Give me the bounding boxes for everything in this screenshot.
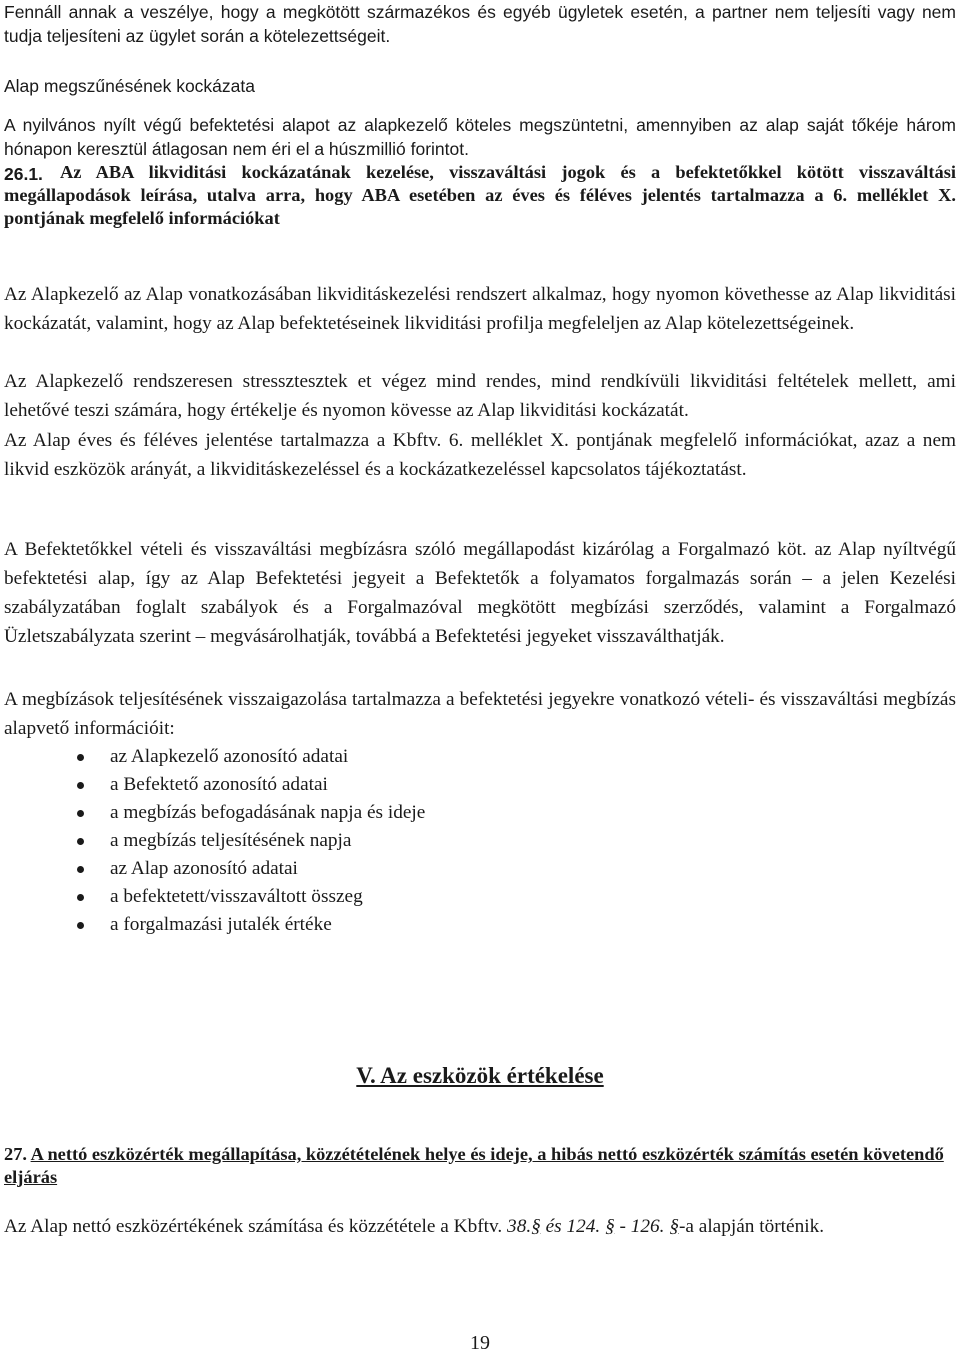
section-27-heading — [4, 1143, 956, 1189]
distribution-agreement-paragraph: A Befektetőkkel vételi és visszaváltási megbízásra szóló megállapodást kizárólag a Forgalmazó köt. az Alap nyíltvégű befektetési alap, így az Alap Befektetési jegyeit a Befektetők a folyamatos forgalmazás során – a jelen Kezelési szabályzatában foglalt szabályok és a Forgalmazóval megkötött megbízási szerződés, valamint a Forgalmazó Üzletszabályzata szerint – megvásárolhatják, továbbá a Befektetési jegyeket visszaválthatják. — [4, 539, 956, 647]
report-content-paragraph: Az Alap éves és féléves jelentése tartalmazza a Kbftv. 6. melléklet X. pontjának megfelelő információkat, azaz a nem likvid eszközök arányát, a likviditáskezeléssel és a kockázatkezeléssel kapcsolatos tájékoztatást. — [4, 430, 956, 480]
section-symbol: § — [605, 1216, 615, 1237]
list-item: a Befektető azonosító adatai — [4, 771, 956, 799]
stress-test-paragraph: Az Alapkezelő rendszeresen stressztesztek et végez mind rendes, mind rendkívüli likviditási feltételek mellett, ami lehetővé teszi számára, hogy értékelje és nyomon kövesse az Alap likviditási kockázatát. — [4, 371, 956, 421]
section-symbol: § — [531, 1216, 541, 1237]
section-27-number: 27. — [4, 1144, 27, 1164]
nav-calculation-paragraph: Az Alap nettó eszközértékének számítása és közzététele a Kbftv. 38.§ és 124. § - 126. §-a alapján történik. — [4, 1216, 825, 1237]
section-27-title: A nettó eszközérték megállapítása, közzétételének helye és ideje, a hibás nettó eszközérték számítás esetén követendő eljárás — [4, 1144, 944, 1187]
bullet-icon — [77, 922, 84, 929]
bullet-icon — [77, 782, 84, 789]
section-symbol: § — [669, 1216, 679, 1237]
list-item: a megbízás teljesítésének napja — [4, 827, 956, 855]
section-26-1-number: 26.1. — [4, 164, 43, 184]
bullet-icon — [77, 754, 84, 761]
bullet-icon — [77, 894, 84, 901]
bullet-icon — [77, 866, 84, 873]
fund-termination-paragraph: A nyilvános nyílt végű befektetési alapot az alapkezelő köteles megszüntetni, amennyiben az alap saját tőkéje három hónapon keresztül átlagosan nem éri el a húszmillió forintot. — [4, 115, 956, 159]
section-v-title: V. Az eszközök értékelése — [356, 1063, 604, 1088]
confirmation-info-list — [4, 743, 956, 939]
list-item: a befektetett/visszaváltott összeg — [4, 883, 956, 911]
counterparty-risk-paragraph: Fennáll annak a veszélye, hogy a megkötött származékos és egyéb ügyletek esetén, a partner nem teljesíti vagy nem tudja teljesíteni az ügylet során a kötelezettségeit. — [4, 2, 956, 46]
fund-termination-heading: Alap megszűnésének kockázata — [4, 76, 255, 96]
bullet-icon — [77, 810, 84, 817]
list-item: a forgalmazási jutalék értéke — [4, 911, 956, 939]
section-26-1-title: Az ABA likviditási kockázatának kezelése, visszaváltási jogok és a befektetőkkel kötött visszaváltási megállapodások leírása, utalva arra, hogy ABA esetében az éves és féléves jelentés tartalmazza a 6. melléklet X. pontjának megfelelő információkat — [4, 162, 956, 228]
page-number: 19 — [470, 1332, 490, 1354]
section-26-1-heading-title — [4, 161, 956, 230]
list-item: az Alapkezelő azonosító adatai — [4, 743, 956, 771]
list-item: az Alap azonosító adatai — [4, 855, 956, 883]
order-confirmation-paragraph: A megbízások teljesítésének visszaigazolása tartalmazza a befektetési jegyekre vonatkozó vételi- és visszaváltási megbízás alapvető információit: — [4, 689, 956, 739]
liquidity-system-paragraph: Az Alapkezelő az Alap vonatkozásában likviditáskezelési rendszert alkalmaz, hogy nyomon követhesse az Alap likviditási kockázatát, valamint, hogy az Alap befektetéseinek likviditási profilja megfeleljen az Alap kötelezettségeinek. — [4, 284, 956, 334]
bullet-icon — [77, 838, 84, 845]
list-item: a megbízás befogadásának napja és ideje — [4, 799, 956, 827]
